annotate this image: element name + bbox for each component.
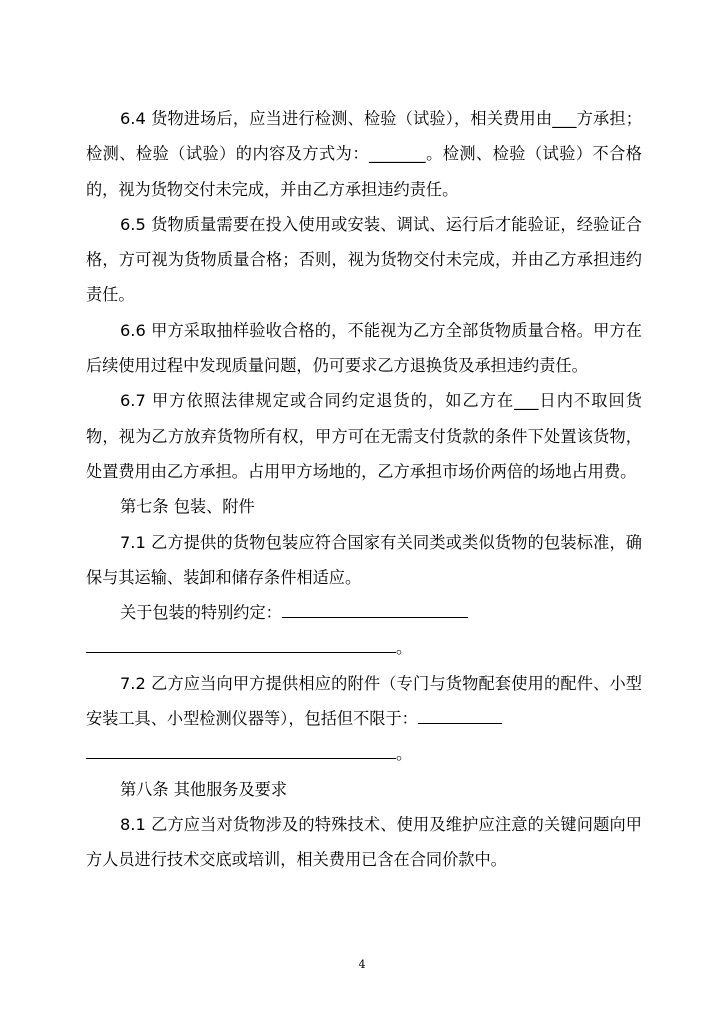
clause-7-2-text: 7.2 乙方应当向甲方提供相应的附件（专门与货物配套使用的配件、小型安装工具、小型检测仪器等），包括但不限于： [86, 673, 642, 729]
article-7-title: 第七条 包装、附件 [120, 497, 255, 517]
clause-7-2 [86, 666, 642, 737]
special-agreement-label: 关于包装的特别约定： [120, 603, 282, 623]
clause-8-1: 8.1 乙方应当对货物涉及的特殊技术、使用及维护应注意的关键问题向甲方人员进行技术交底或培训，相关费用已含在合同价款中。 [86, 814, 642, 870]
attachments-blank [418, 705, 502, 724]
clause-7-1: 7.1 乙方提供的货物包装应符合国家有关同类或类似货物的包装标准，确保与其运输、装卸和储存条件相适应。 [86, 532, 642, 587]
period-1: 。 [396, 638, 413, 658]
special-agreement-blank-2 [86, 632, 396, 653]
document-body [86, 101, 642, 878]
clause-6-4: 6.4 货物进场后，应当进行检测、检验（试验），相关费用由___方承担；检测、检验（试验）的内容及方式为：_______。检测、检验（试验）不合格的，视为货物交付未完成，并由乙方承担违约责任。 [86, 109, 642, 199]
clause-6-5: 6.5 货物质量需要在投入使用或安装、调试、运行后才能验证，经验证合格，方可视为货物质量合格；否则，视为货物交付未完成，并由乙方承担违约责任。 [86, 214, 642, 305]
article-8-title: 第八条 其他服务及要求 [120, 779, 288, 799]
page-number: 4 [358, 958, 366, 971]
special-agreement-line-2 [86, 630, 642, 665]
special-agreement-blank [282, 599, 468, 618]
attachments-blank-2 [86, 738, 396, 759]
clause-6-6: 6.6 甲方采取抽样验收合格的，不能视为乙方全部货物质量合格。甲方在后续使用过程中发现质量问题，仍可要求乙方退换货及承担违约责任。 [86, 320, 642, 376]
clause-6-7: 6.7 甲方依照法律规定或合同约定退货的，如乙方在___日内不取回货物，视为乙方放弃货物所有权，甲方可在无需支付货款的条件下处置该货物，处置费用由乙方承担。占用甲方场地的，乙方承担市场价两倍的场地占用费。 [86, 391, 642, 481]
clause-7-1-special-agreement [86, 595, 642, 630]
attachments-line-2 [86, 736, 642, 771]
period-2: 。 [396, 744, 413, 764]
